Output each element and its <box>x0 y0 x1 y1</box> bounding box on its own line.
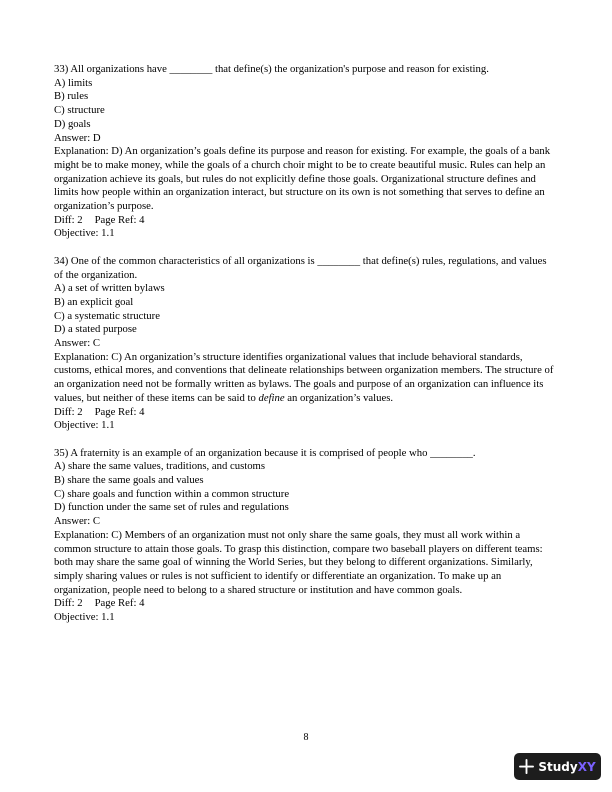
question-block <box>54 447 558 625</box>
explanation: Explanation: C) Members of an organization must not only share the same goals, they must all work within a common structure to attain those goals. To grasp this distinction, compare two baseball players on different teams: both may share the same goal of winning the World Series, but they belong to different organizations. Similarly, simply sharing values or rules is not sufficient to identify or differentiate an organization. To make up an organization, people need to belong to a shared structure or institution and have common goals. <box>54 528 543 596</box>
difficulty: Diff: 2 <box>54 597 83 610</box>
brand-main: Study <box>538 759 578 774</box>
option-b: B) share the same goals and values <box>54 474 204 487</box>
page-number: 8 <box>303 732 309 743</box>
option-b: B) rules <box>54 90 89 103</box>
difficulty: Diff: 2 <box>54 213 83 226</box>
explanation-text: Explanation: C) An organization’s structure identifies organizational values that include behavioral standards, customs, ethical mores, and conventions that delineate relationships between organization members. The structure of an organization need not be formally written as bylaws. The goals and purpose of an organization can influence its values, but neither of these items can be said to <box>54 350 554 404</box>
diff-line <box>54 406 558 420</box>
question-text: 35) A fraternity is an example of an organization because it is comprised of people who ________. <box>54 446 476 459</box>
diff-line <box>54 597 558 611</box>
answer: Answer: C <box>54 337 101 350</box>
option-c: C) share goals and function within a common structure <box>54 487 290 500</box>
page-ref: Page Ref: 4 <box>94 213 145 226</box>
answer: Answer: C <box>54 515 101 528</box>
question-text: 34) One of the common characteristics of all organizations is ________ that define(s) rules, regulations, and values of the organization. <box>54 254 547 281</box>
brand-accent: XY <box>577 759 596 774</box>
diff-line <box>54 214 558 228</box>
objective: Objective: 1.1 <box>54 419 115 432</box>
explanation-tail: an organization’s values. <box>284 391 394 404</box>
option-a: A) a set of written bylaws <box>54 282 165 295</box>
question-block <box>54 255 558 433</box>
page-ref: Page Ref: 4 <box>94 597 145 610</box>
page-ref: Page Ref: 4 <box>94 405 145 418</box>
option-d: D) goals <box>54 117 91 130</box>
explanation <box>54 351 558 406</box>
plus-sparkle-icon <box>519 759 534 774</box>
option-b: B) an explicit goal <box>54 295 134 308</box>
explanation: Explanation: D) An organization’s goals define its purpose and reason for existing. For example, the goals of a bank might be to make money, while the goals of a church choir might to be to create beautiful music. Rules can help an organization achieve its goals, but rules do not explicitly define those goals. Organizational structure defines and limits how people within an organization interact, but structure on its own is not something that serves to define an organization’s purpose. <box>54 145 551 213</box>
answer: Answer: D <box>54 131 101 144</box>
objective: Objective: 1.1 <box>54 611 115 624</box>
studyxy-badge[interactable] <box>514 753 601 780</box>
question-text: 33) All organizations have ________ that define(s) the organization's purpose and reason for existing. <box>54 63 489 75</box>
difficulty: Diff: 2 <box>54 405 83 418</box>
explanation-emphasis: define <box>258 391 285 404</box>
option-a: A) limits <box>54 76 93 89</box>
option-d: D) a stated purpose <box>54 323 137 336</box>
option-d: D) function under the same set of rules and regulations <box>54 501 289 514</box>
option-c: C) a systematic structure <box>54 309 160 322</box>
question-list <box>54 63 558 625</box>
option-c: C) structure <box>54 104 105 117</box>
option-a: A) share the same values, traditions, and customs <box>54 460 266 473</box>
objective: Objective: 1.1 <box>54 227 115 240</box>
question-block <box>54 63 558 241</box>
